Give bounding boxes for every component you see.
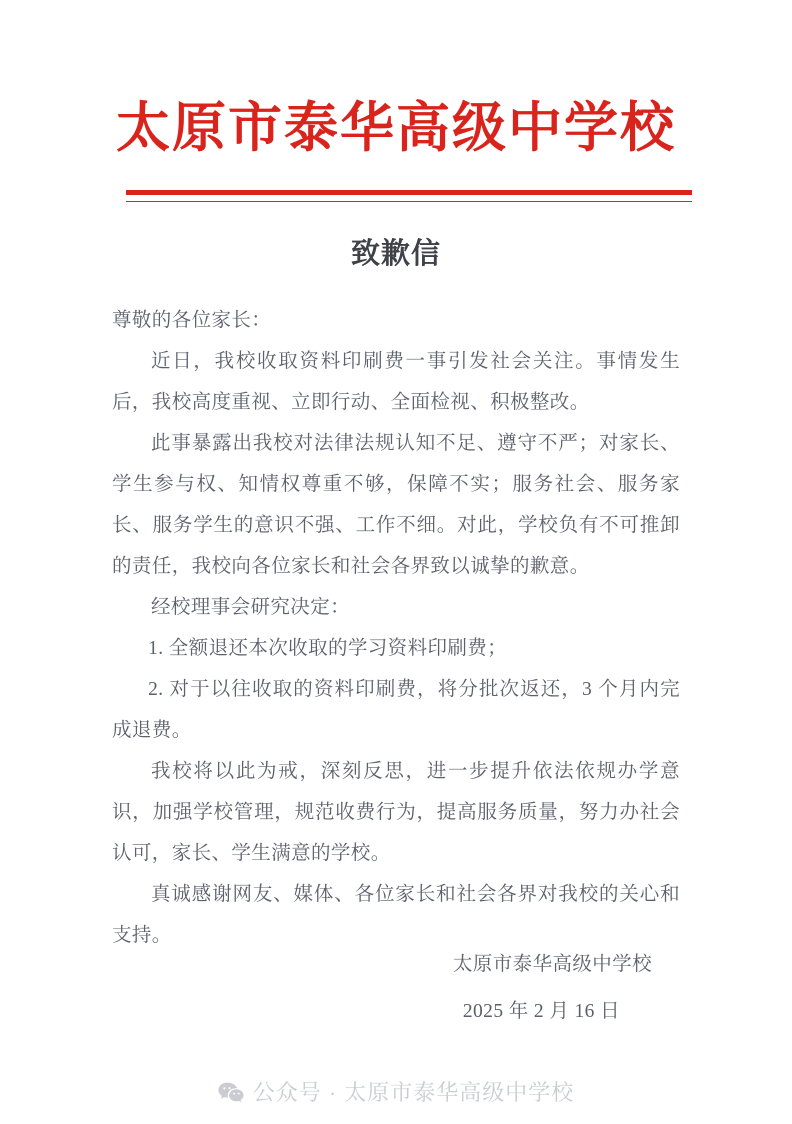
signature-block: [112, 946, 680, 1031]
letterhead: [0, 92, 792, 164]
wechat-icon: [218, 1082, 244, 1104]
letterhead-divider: [126, 190, 692, 202]
signature-organization: 太原市泰华高级中学校: [452, 954, 652, 975]
divider-line-thin: [126, 201, 692, 202]
paragraph-4: 我校将以此为戒，深刻反思，进一步提升依法依规办学意识，加强学校管理，规范收费行为，提高服务质量，努力办社会认可，家长、学生满意的学校。: [112, 761, 680, 864]
paragraph-5: 真诚感谢网友、媒体、各位家长和社会各界对我校的关心和支持。: [112, 884, 680, 946]
decision-item-2: 2. 对于以往收取的资料印刷费，将分批次返还，3 个月内完成退费。: [112, 679, 680, 741]
paragraph-3: 经校理事会研究决定：: [151, 597, 351, 618]
footer-account-label: 公众号 · 太原市泰华高级中学校: [252, 1080, 575, 1105]
school-name-heading: 太原市泰华高级中学校: [116, 98, 676, 158]
paragraph-1: 近日，我校收取资料印刷费一事引发社会关注。事情发生后，我校高度重视、立即行动、全面检视、积极整改。: [112, 351, 680, 413]
salutation: 尊敬的各位家长：: [112, 310, 272, 331]
footer-attribution: [0, 1078, 792, 1108]
paragraph-2: 此事暴露出我校对法律法规认知不足、遵守不严；对家长、学生参与权、知情权尊重不够，保障不实；服务社会、服务家长、服务学生的意识不强、工作不细。对此，学校负有不可推卸的责任，我校向各位家长和社会各界致以诚挚的歉意。: [112, 433, 680, 577]
decision-item-1: 1. 全额退还本次收取的学习资料印刷费；: [148, 638, 508, 659]
divider-line-thick: [126, 190, 692, 195]
document-title: 致歉信: [350, 238, 441, 270]
document-body: [112, 300, 680, 956]
signature-date: 2025 年 2 月 16 日: [462, 1001, 620, 1022]
